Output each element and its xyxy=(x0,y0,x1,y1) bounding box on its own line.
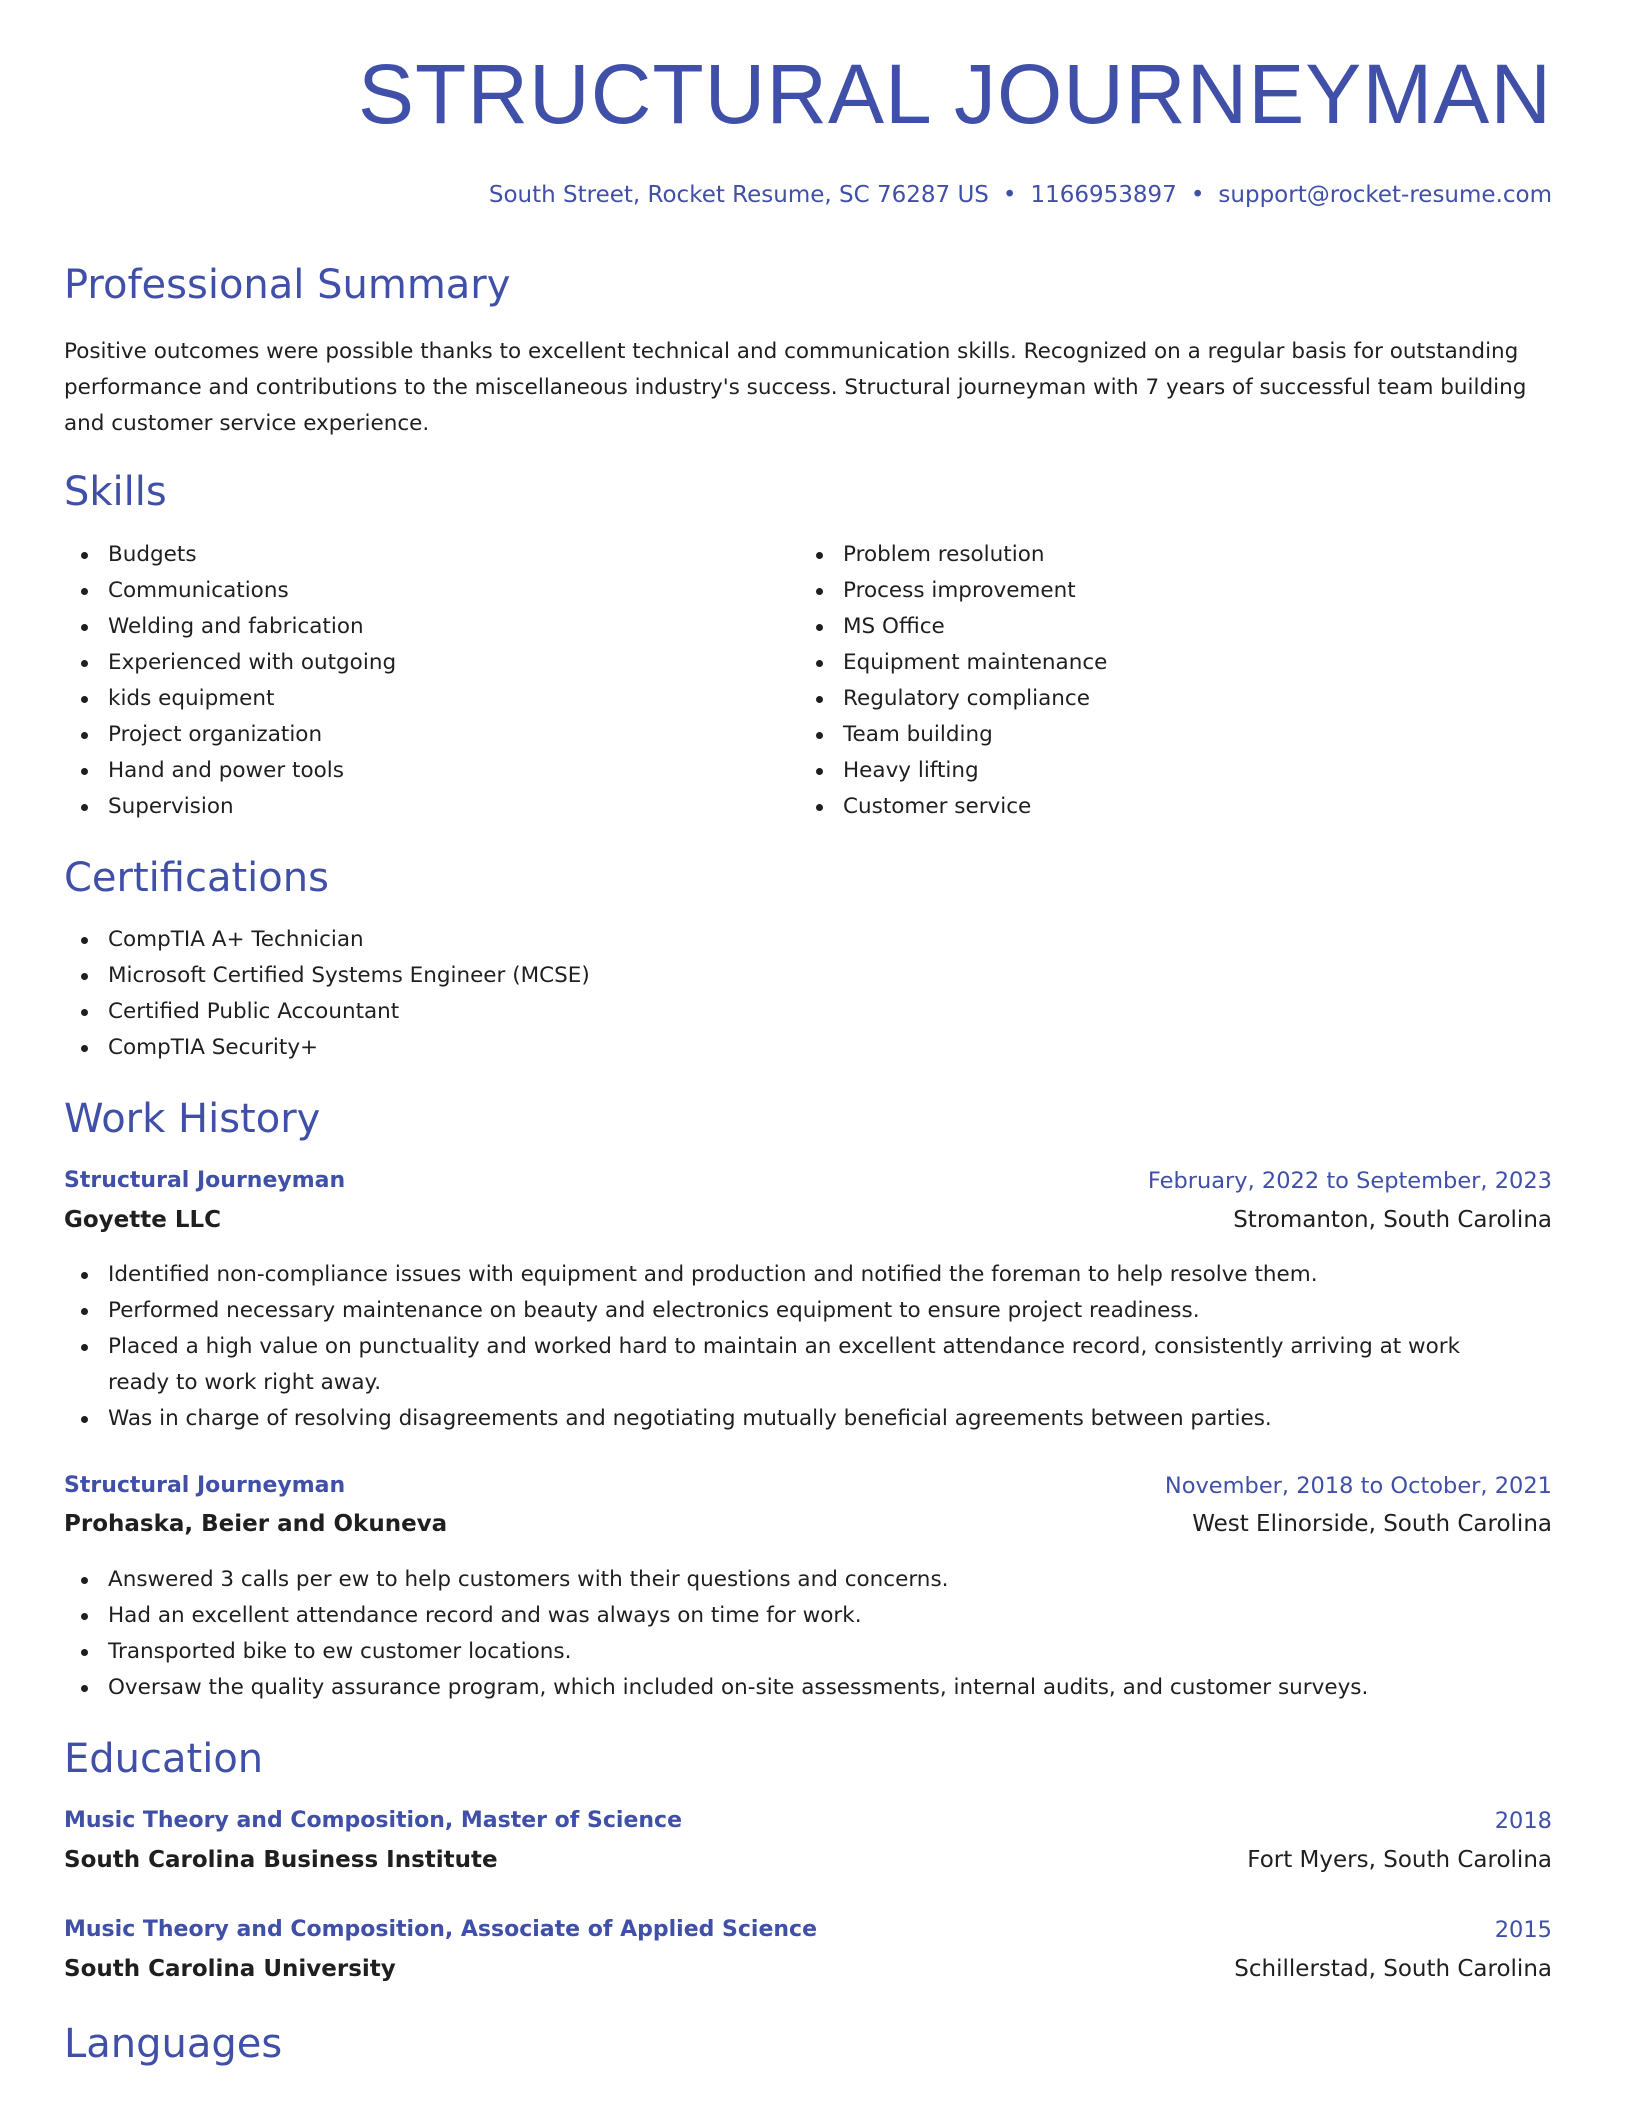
certification-item: CompTIA Security+ xyxy=(64,1030,590,1066)
job-bullet: Identified non-compliance issues with equipment and production and notified the foreman to help resolve them. xyxy=(64,1257,1552,1293)
skill-item: Supervision xyxy=(64,789,396,825)
job-bullet: Performed necessary maintenance on beauty and electronics equipment to ensure project readiness. xyxy=(64,1293,1552,1329)
job-bullet: Was in charge of resolving disagreements and negotiating mutually beneficial agreements between parties. xyxy=(64,1401,1552,1437)
candidate-name: STRUCTURAL JOURNEYMAN xyxy=(358,47,1552,141)
skill-item: MS Office xyxy=(799,609,1107,645)
skill-item: kids equipment xyxy=(64,681,396,717)
education-degree-row xyxy=(64,1917,1552,1947)
education-school-row xyxy=(64,1956,1552,1986)
certification-item: CompTIA A+ Technician xyxy=(64,922,590,958)
skills-heading: Skills xyxy=(64,469,167,515)
phone: 1166953897 xyxy=(1030,182,1177,208)
education-school-row xyxy=(64,1847,1552,1877)
job-bullets xyxy=(64,1257,1552,1437)
job-bullet: Had an excellent attendance record and was always on time for work. xyxy=(64,1598,1552,1634)
languages-heading: Languages xyxy=(64,2021,283,2067)
separator-dot: • xyxy=(1190,182,1205,208)
summary-heading: Professional Summary xyxy=(64,262,511,308)
job-title-row xyxy=(64,1168,1552,1198)
certifications-heading: Certifications xyxy=(64,855,329,901)
contact-line xyxy=(489,182,1552,210)
skill-item: Equipment maintenance xyxy=(799,645,1107,681)
skill-item: Problem resolution xyxy=(799,537,1107,573)
skill-item: Heavy lifting xyxy=(799,753,1107,789)
education-heading: Education xyxy=(64,1736,264,1782)
degree: Music Theory and Composition, Master of Science xyxy=(64,1808,682,1833)
skill-item: Process improvement xyxy=(799,573,1107,609)
education-degree-row xyxy=(64,1808,1552,1838)
separator-dot: • xyxy=(1002,182,1017,208)
school-name: South Carolina Business Institute xyxy=(64,1847,498,1873)
school-name: South Carolina University xyxy=(64,1956,396,1982)
company-name: Goyette LLC xyxy=(64,1207,222,1233)
job-dates: November, 2018 to October, 2021 xyxy=(1164,1473,1552,1499)
skill-item: Hand and power tools xyxy=(64,753,396,789)
skill-item: Customer service xyxy=(799,789,1107,825)
graduation-year: 2015 xyxy=(1494,1917,1552,1943)
job-title: Structural Journeyman xyxy=(64,1473,346,1498)
job-dates: February, 2022 to September, 2023 xyxy=(1147,1168,1552,1194)
skills-list-left xyxy=(64,537,396,825)
work-history-heading: Work History xyxy=(64,1096,321,1142)
certification-item: Certified Public Accountant xyxy=(64,994,590,1030)
certification-item: Microsoft Certified Systems Engineer (MCSE) xyxy=(64,958,590,994)
address: South Street, Rocket Resume, SC 76287 US xyxy=(488,182,989,208)
job-title: Structural Journeyman xyxy=(64,1168,346,1193)
job-location: Stromanton, South Carolina xyxy=(1233,1207,1552,1233)
job-bullet: Answered 3 calls per ew to help customers with their questions and concerns. xyxy=(64,1562,1552,1598)
job-bullet: Placed a high value on punctuality and worked hard to maintain an excellent attendance record, consistently arriving at work ready to work right away. xyxy=(64,1329,1552,1401)
certifications-list xyxy=(64,922,590,1066)
skill-item: Communications xyxy=(64,573,396,609)
job-company-row xyxy=(64,1207,1552,1237)
graduation-year: 2018 xyxy=(1494,1808,1552,1834)
skills-list-right xyxy=(799,537,1107,825)
summary-text: Positive outcomes were possible thanks to excellent technical and communication skills. Recognized on a regular basis for outstanding performance and contributions to the miscellaneous industry's success. Structural journeyman with 7 years of successful team building and customer service experience. xyxy=(64,339,1527,436)
skill-item: Experienced with outgoing xyxy=(64,645,396,681)
job-title-row xyxy=(64,1473,1552,1503)
job-bullet: Oversaw the quality assurance program, which included on-site assessments, internal audits, and customer surveys. xyxy=(64,1670,1552,1706)
skill-item: Regulatory compliance xyxy=(799,681,1107,717)
job-bullet: Transported bike to ew customer locations. xyxy=(64,1634,1552,1670)
job-company-row xyxy=(64,1511,1552,1541)
email-link[interactable]: support@rocket-resume.com xyxy=(1218,182,1552,208)
job-location: West Elinorside, South Carolina xyxy=(1192,1511,1552,1537)
skill-item: Budgets xyxy=(64,537,396,573)
skill-item: Team building xyxy=(799,717,1107,753)
school-location: Schillerstad, South Carolina xyxy=(1234,1956,1552,1982)
skill-item: Welding and fabrication xyxy=(64,609,396,645)
school-location: Fort Myers, South Carolina xyxy=(1247,1847,1552,1873)
company-name: Prohaska, Beier and Okuneva xyxy=(64,1511,448,1537)
skill-item: Project organization xyxy=(64,717,396,753)
job-bullets xyxy=(64,1562,1552,1706)
degree: Music Theory and Composition, Associate of Applied Science xyxy=(64,1917,817,1942)
